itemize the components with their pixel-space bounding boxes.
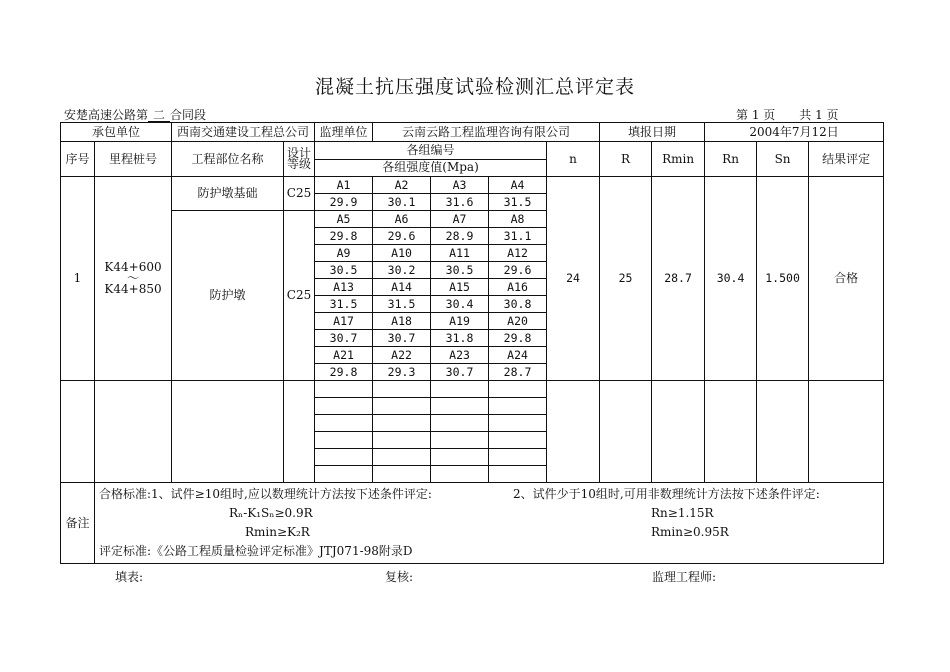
remarks-label: 备注 [61,483,95,564]
contractor-label: 承包单位 [61,123,172,142]
group-id: A13 [315,279,373,296]
blank-cell [315,398,373,415]
group-value: 29.8 [315,228,373,245]
project-line [64,106,206,123]
remarks-content [95,483,884,564]
blank-stat [600,381,652,483]
group-value: 31.5 [373,296,431,313]
group-id: A21 [315,347,373,364]
group-id: A5 [315,211,373,228]
group-id: A9 [315,245,373,262]
record-sn: 1.500 [757,177,809,381]
blank-cell [373,432,431,449]
group-id: A2 [373,177,431,194]
header-n: n [547,142,600,177]
group-value: 30.1 [373,194,431,211]
remarks-line [99,485,879,504]
group-value: 28.9 [431,228,489,245]
blank-stat [757,381,809,483]
header-group-no: 各组编号 [315,142,547,160]
record-rmin: 28.7 [652,177,705,381]
blank-cell [489,415,547,432]
remarks-formula2-left: Rmin≥K₂R [245,525,310,539]
group-value: 30.4 [431,296,489,313]
header-station: 里程桩号 [95,142,172,177]
header-result: 结果评定 [809,142,884,177]
contractor-name: 西南交通建设工程总公司 [172,123,315,142]
blank-cell [373,415,431,432]
supervisor-name: 云南云路工程监理咨询有限公司 [373,123,600,142]
blank-cell [315,466,373,483]
header-sn: Sn [757,142,809,177]
station-station-to: K44+850 [104,282,162,296]
record-rn: 30.4 [705,177,757,381]
footer-filler: 填表: [115,570,144,584]
part-name: 防护墩基础 [172,177,284,211]
part-grade: C25 [284,177,315,211]
record-n: 24 [547,177,600,381]
group-value: 31.5 [315,296,373,313]
remarks-standard: 评定标准:《公路工程质量检验评定标准》JTJ071-98附录D [99,544,413,558]
blank-cell [315,381,373,398]
group-id: A23 [431,347,489,364]
group-id: A18 [373,313,431,330]
footer-reviewer: 复核: [385,570,414,584]
group-id: A22 [373,347,431,364]
group-value: 30.2 [373,262,431,279]
group-value: 29.6 [373,228,431,245]
header-seq: 序号 [61,142,95,177]
group-id: A14 [373,279,431,296]
blank-cell [489,398,547,415]
blank-cell [431,466,489,483]
group-value: 30.8 [489,296,547,313]
record-result: 合格 [809,177,884,381]
group-id: A1 [315,177,373,194]
group-value: 31.5 [489,194,547,211]
group-value: 31.6 [431,194,489,211]
blank-cell [373,449,431,466]
date-label: 填报日期 [600,123,705,142]
blank-part [172,381,284,483]
group-id-row [61,177,884,194]
group-value: 29.6 [489,262,547,279]
remarks-formula1-right: Rn≥1.15R [651,506,714,520]
blank-cell [373,466,431,483]
blank-grade [284,381,315,483]
page-indicator: 第 1 页 共 1 页 [736,108,839,122]
project-suffix: 合同段 [170,108,207,122]
header-part: 工程部位名称 [172,142,284,177]
group-id: A3 [431,177,489,194]
group-id: A15 [431,279,489,296]
remarks-formula2-right: Rmin≥0.95R [651,525,729,539]
header-group-strength: 各组强度值(Mpa) [315,159,547,177]
blank-station [95,381,172,483]
blank-stat [809,381,884,483]
group-id: A20 [489,313,547,330]
group-value: 28.7 [489,364,547,381]
record-seq: 1 [61,177,95,381]
remarks-formula1-left: Rₙ-K₁Sₙ≥0.9R [229,506,313,520]
blank-cell [373,381,431,398]
group-id: A8 [489,211,547,228]
blank-cell [431,381,489,398]
summary-table [60,122,884,564]
group-id: A6 [373,211,431,228]
part-grade: C25 [284,211,315,381]
blank-cell [489,381,547,398]
remarks-line [99,523,879,542]
blank-cell [489,449,547,466]
blank-cell [373,398,431,415]
blank-cell [315,432,373,449]
group-value: 30.7 [315,330,373,347]
header-design-grade: 设计等级 [284,142,315,177]
group-value: 29.8 [315,364,373,381]
remarks-line1-right: 2、试件少于10组时,可用非数理统计方法按下述条件评定: [513,487,820,501]
blank-cell [489,432,547,449]
blank-stat [705,381,757,483]
group-id: A19 [431,313,489,330]
header-r: R [600,142,652,177]
header-rmin: Rmin [652,142,705,177]
page-title: 混凝土抗压强度试验检测汇总评定表 [314,76,635,98]
group-value: 30.5 [431,262,489,279]
group-id: A16 [489,279,547,296]
group-value: 29.3 [373,364,431,381]
record-station [95,177,172,381]
remarks-line [99,542,879,561]
blank-stat [547,381,600,483]
contract-number: 二 [148,109,170,122]
report-date: 2004年7月12日 [705,123,884,142]
blank-row [61,381,884,398]
header-row-1 [61,142,884,160]
blank-stat [652,381,705,483]
remarks-line [99,504,879,523]
blank-cell [431,415,489,432]
blank-cell [431,398,489,415]
project-prefix: 安楚高速公路第 [64,108,149,122]
group-value: 29.9 [315,194,373,211]
blank-seq [61,381,95,483]
blank-cell [431,449,489,466]
blank-cell [315,415,373,432]
group-id: A24 [489,347,547,364]
blank-cell [431,432,489,449]
group-id: A10 [373,245,431,262]
station-station-from: K44+600 [104,260,162,274]
group-value: 30.5 [315,262,373,279]
group-value: 31.1 [489,228,547,245]
record-r: 25 [600,177,652,381]
station-station-sep: ～ [127,271,140,285]
group-id: A7 [431,211,489,228]
blank-cell [315,449,373,466]
group-value: 30.7 [431,364,489,381]
remarks-line1-left: 合格标准:1、试件≥10组时,应以数理统计方法按下述条件评定: [99,487,432,501]
footer-engineer: 监理工程师: [652,570,717,584]
group-id: A4 [489,177,547,194]
remarks-row [61,483,884,564]
header-rn: Rn [705,142,757,177]
supervisor-label: 监理单位 [315,123,373,142]
group-id: A17 [315,313,373,330]
group-id: A12 [489,245,547,262]
group-id: A11 [431,245,489,262]
part-name: 防护墩 [172,211,284,381]
info-row [61,123,884,142]
blank-cell [489,466,547,483]
group-value: 29.8 [489,330,547,347]
group-value: 31.8 [431,330,489,347]
group-value: 30.7 [373,330,431,347]
